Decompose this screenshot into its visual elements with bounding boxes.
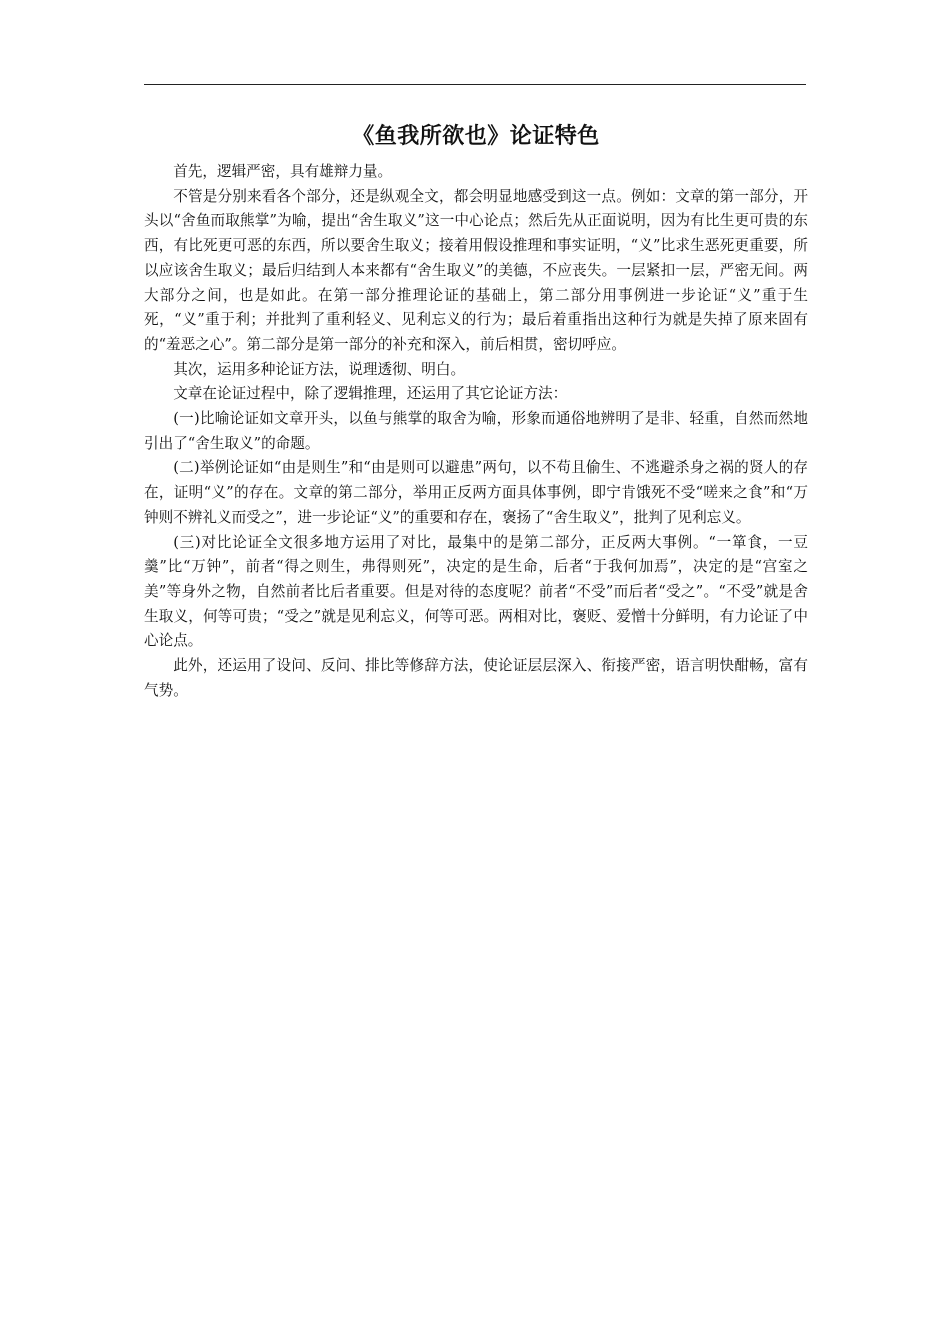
paragraph-rhetoric: 此外，还运用了设问、反问、排比等修辞方法，使论证层层深入、衔接严密，语言明快酣畅，富有气势。 <box>144 657 808 699</box>
paragraph-intro-methods: 其次，运用多种论证方法，说理透彻、明白。 <box>173 360 466 378</box>
paragraph-metaphor-argument: (一)比喻论证如文章开头，以鱼与熊掌的取舍为喻，形象而通俗地辨明了是非、轻重，自然而然地引出了“舍生取义”的命题。 <box>144 410 808 452</box>
paragraph-logic-detail: 不管是分别来看各个部分，还是纵观全文，都会明显地感受到这一点。例如：文章的第一部分，开头以“舍鱼而取熊掌”为喻，提出“舍生取义”这一中心论点；然后先从正面说明，因为有比生更可贵的东西，有比死更可恶的东西，所以要舍生取义；接着用假设推理和事实证明，“义”比求生恶死更重要，所以应该舍生取义；最后归结到人本来都有“舍生取义”的美德，不应丧失。一层紧扣一层，严密无间。两大部分之间，也是如此。在第一部分推理论证的基础上，第二部分用事例进一步论证“义”重于生死，“义”重于利；并批判了重利轻义、见利忘义的行为；最后着重指出这种行为就是失掉了原来固有的“羞恶之心”。第二部分是第一部分的补充和深入，前后相贯，密切呼应。 <box>144 187 808 353</box>
page-title: 《鱼我所欲也》论证特色 <box>352 124 600 149</box>
paragraph-methods-overview: 文章在论证过程中，除了逻辑推理，还运用了其它论证方法： <box>173 385 568 403</box>
document-page <box>144 118 808 703</box>
paragraph-example-argument: (二)举例论证如“由是则生”和“由是则可以避患”两句，以不苟且偷生、不逃避杀身之祸的贤人的存在，证明“义”的存在。文章的第二部分，举用正反两方面具体事例，即宁肯饿死不受“嗟来之食”和“万钟则不辨礼义而受之”，进一步论证“义”的重要和存在，褒扬了“舍生取义”，批判了见利忘义。 <box>144 459 808 526</box>
paragraph-contrast-argument: (三)对比论证全文很多地方运用了对比，最集中的是第二部分，正反两大事例。“一箪食，一豆羹”比“万钟”，前者“得之则生，弗得则死”，决定的是生命，后者“于我何加焉”，决定的是“宫室之美”等身外之物，自然前者比后者重要。但是对待的态度呢？前者“不受”而后者“受之”。“不受”就是舍生取义，何等可贵；“受之”就是见利忘义，何等可恶。两相对比，褒贬、爱憎十分鲜明，有力论证了中心论点。 <box>144 533 808 650</box>
header-rule <box>144 84 806 85</box>
paragraph-intro-logic: 首先，逻辑严密，具有雄辩力量。 <box>173 163 393 180</box>
